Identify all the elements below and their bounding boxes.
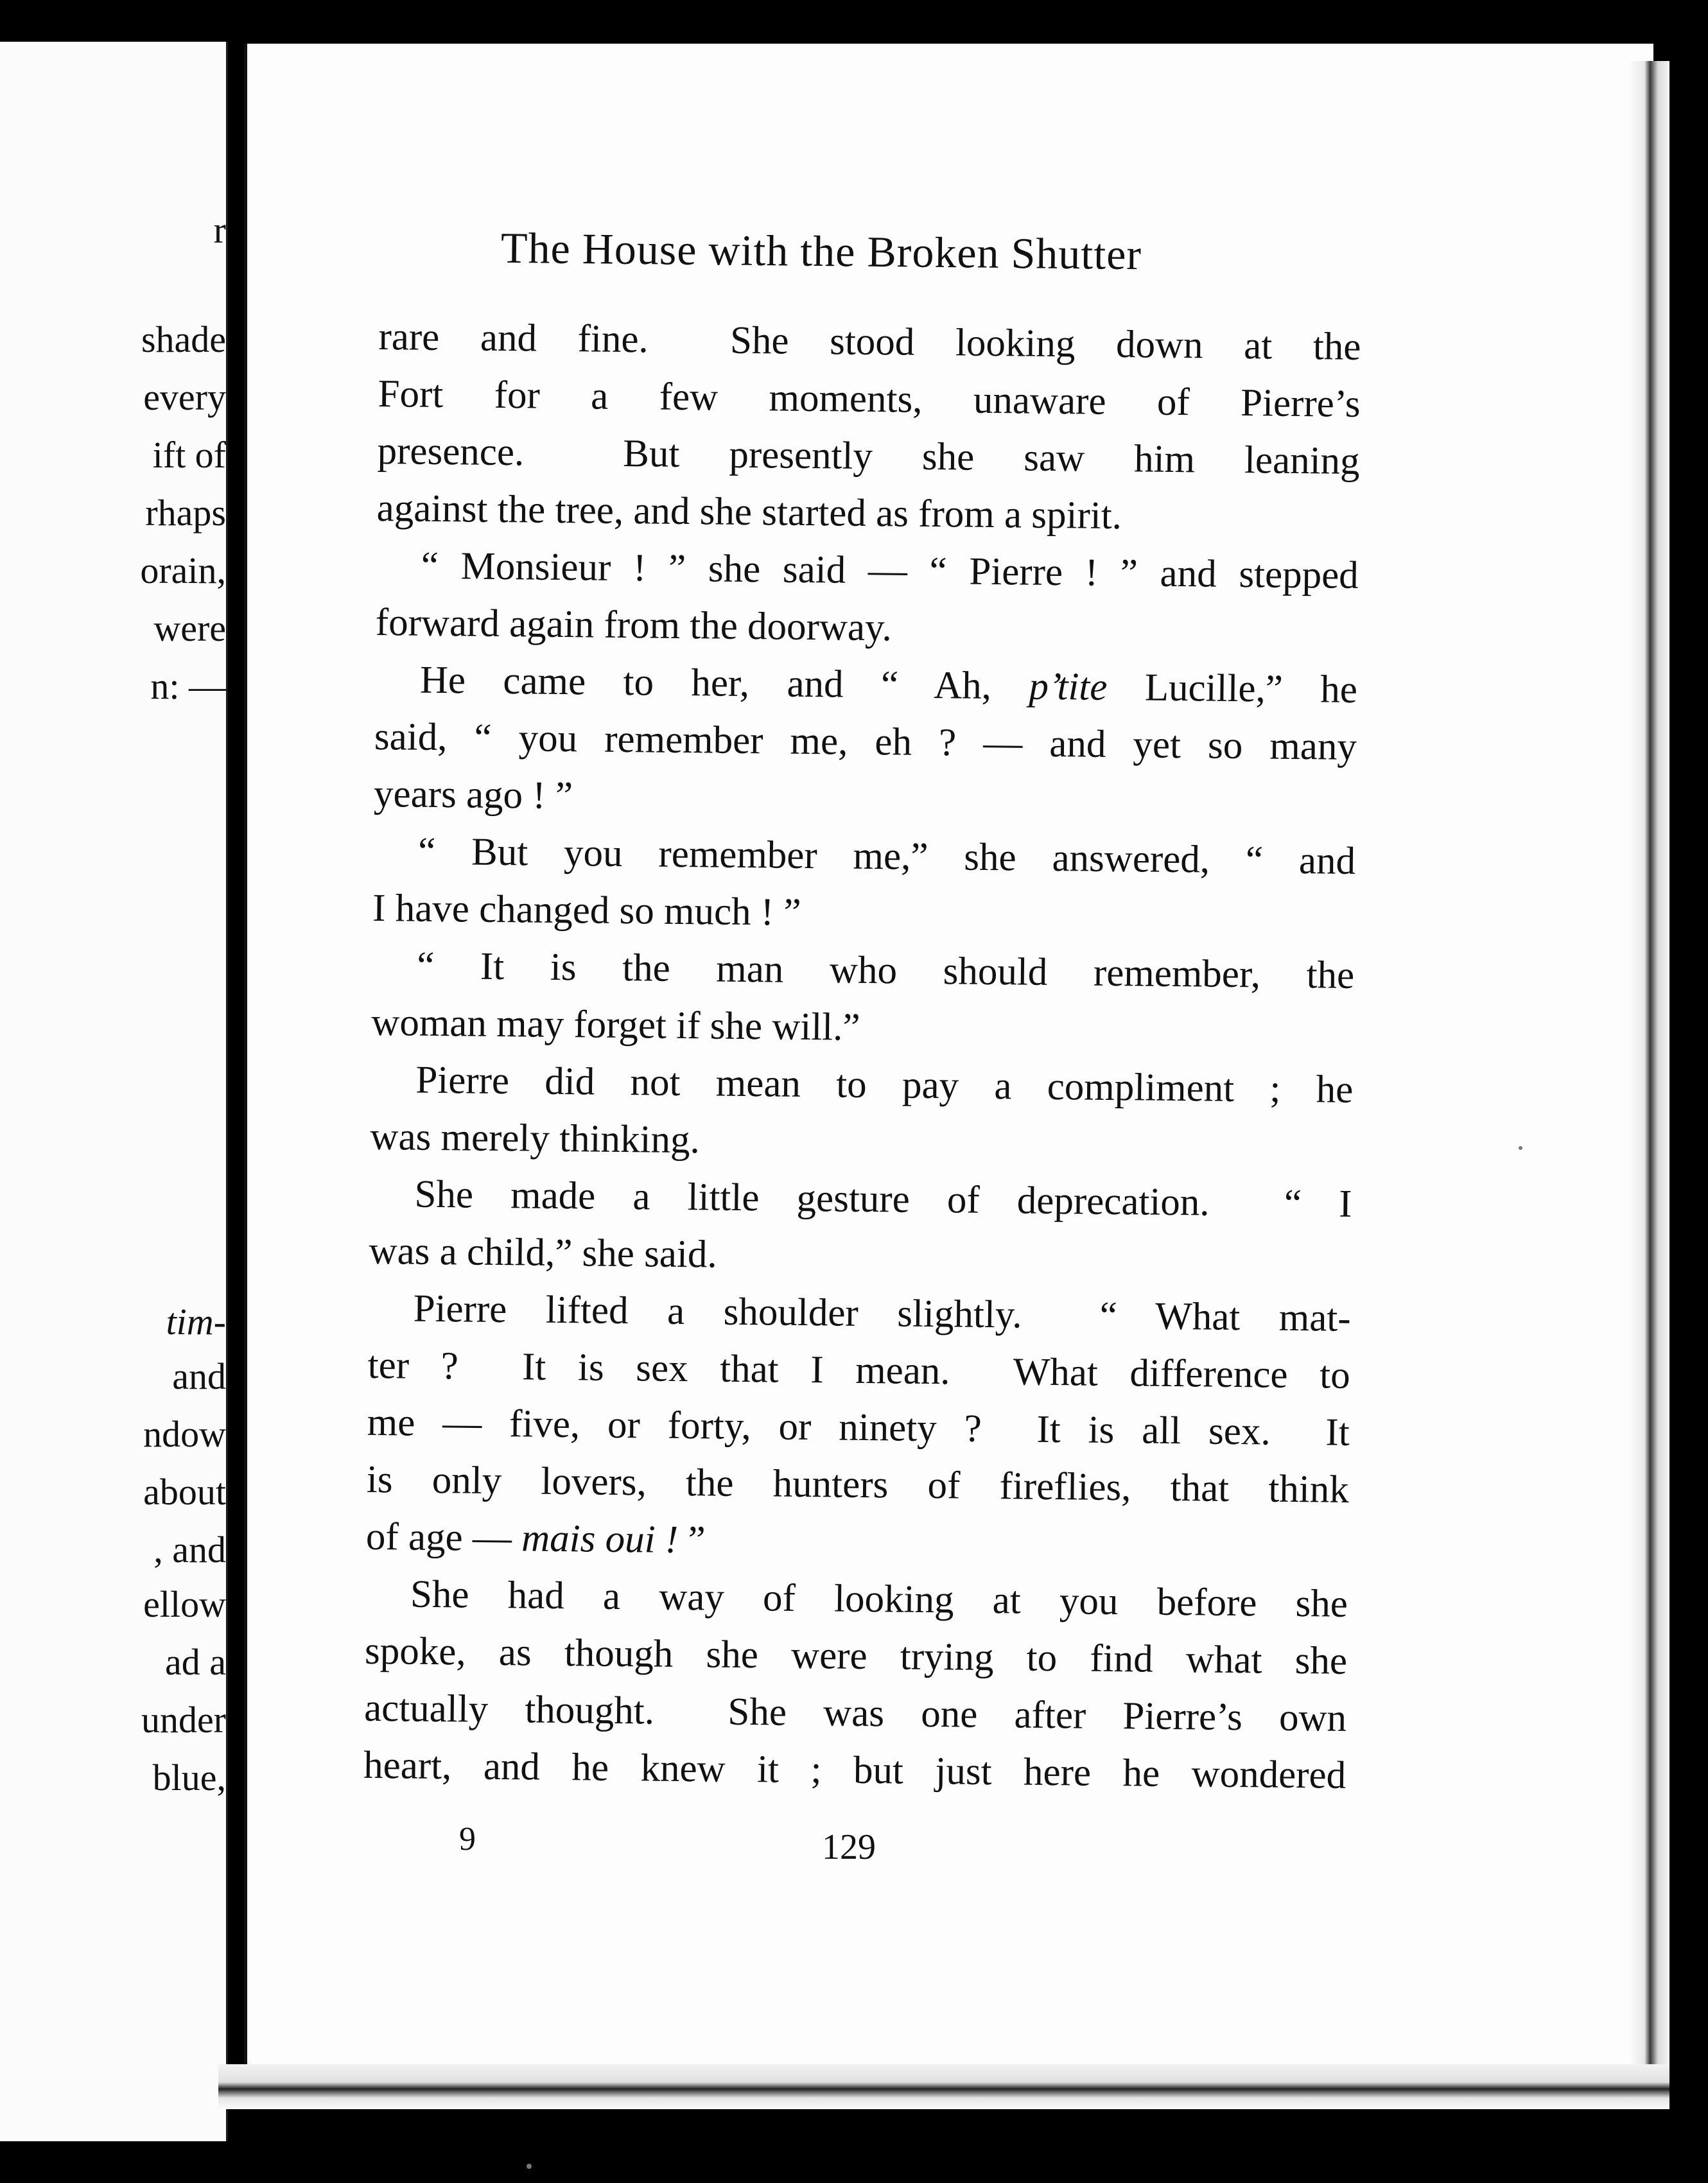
left-page-line: n: — (150, 665, 226, 707)
text-run: She made a little gesture of deprecation. “ I (414, 1172, 1352, 1226)
left-page-line: orain, (140, 550, 226, 591)
body-line (372, 880, 1355, 947)
page-edge-right (1631, 61, 1669, 2064)
left-page-line: and (172, 1355, 226, 1397)
body-line (374, 651, 1357, 718)
body-line (374, 765, 1357, 833)
ink-speck (1519, 1146, 1522, 1150)
left-page-line: tim- (166, 1301, 226, 1343)
running-head: The House with the Broken Shutter (500, 223, 1142, 279)
body-line (367, 1394, 1350, 1461)
body-line (365, 1565, 1348, 1633)
body-line (378, 365, 1361, 433)
ink-speck (527, 2164, 532, 2169)
body-line (375, 594, 1358, 661)
body-line (364, 1680, 1347, 1747)
text-run: He came to her, and “ Ah, (419, 658, 1029, 708)
text-run: Fort for a few moments, unaware of Pierre’s (378, 372, 1361, 426)
text-run: ter ? It is sex that I mean. What difference to (367, 1343, 1351, 1397)
left-page (0, 42, 228, 2141)
signature-mark: 9 (459, 1821, 476, 1857)
body-line (377, 422, 1360, 490)
text-run: against the tree, and she started as from a spirit. (376, 486, 1122, 538)
body-line (370, 1051, 1354, 1118)
body-line (373, 822, 1356, 890)
body-line (365, 1508, 1348, 1576)
text-run: Pierre lifted a shoulder slightly. “ What mat- (413, 1287, 1351, 1340)
left-page-line: ellow (143, 1583, 226, 1625)
text-run: of age — (365, 1515, 522, 1560)
text-run: Pierre did not mean to pay a compliment ; he (415, 1058, 1354, 1111)
left-page-line: ad a (165, 1641, 226, 1683)
page-number: 129 (822, 1827, 876, 1867)
body-line (368, 1280, 1351, 1347)
text-run: She had a way of looking at you before she (410, 1572, 1348, 1626)
left-page-line: under (141, 1699, 226, 1741)
body-text (363, 308, 1361, 1804)
text-run: “ Monsieur ! ” she said — “ Pierre ! ” and stepped (421, 544, 1359, 597)
left-page-line: , and (153, 1529, 226, 1570)
left-page-text (0, 42, 226, 2141)
text-run: woman may forget if she will.” (370, 1000, 860, 1049)
left-page-line: ndow (143, 1413, 226, 1455)
body-line (376, 480, 1359, 547)
body-line (365, 1622, 1348, 1690)
text-run: is only lovers, the hunters of fireflies, that think (366, 1457, 1350, 1511)
text-run: ” (677, 1518, 706, 1562)
body-line (366, 1451, 1349, 1518)
text-run: was merely thinking. (370, 1115, 701, 1162)
text-run: me — five, or forty, or ninety ? It is all sex. It (367, 1400, 1350, 1454)
text-run: years ago ! ” (373, 772, 573, 818)
italic-phrase: mais oui ! (521, 1517, 679, 1561)
text-run: Lucille,” he (1107, 665, 1358, 711)
left-page-line: r (213, 209, 226, 251)
text-run: “ But you remember me,” she answered, “ and (417, 830, 1356, 883)
text-run: said, “ you remember me, eh ? — and yet so many (374, 715, 1357, 769)
text-run: I have changed so much ! ” (372, 886, 801, 934)
body-line (363, 1737, 1346, 1804)
text-run: actually thought. She was one after Pierre’s own (363, 1686, 1347, 1740)
page-edge-bottom (218, 2064, 1669, 2109)
body-line (370, 1108, 1353, 1176)
body-line (371, 994, 1354, 1061)
left-page-line: ift of (152, 434, 226, 476)
left-page-line: rhaps (145, 492, 226, 534)
italic-phrase: p’tite (1029, 665, 1108, 709)
text-run: rare and fine. She stood looking down at the (378, 315, 1361, 369)
body-line (378, 308, 1361, 376)
text-run: heart, and he knew it ; but just here he wondered (363, 1743, 1346, 1797)
body-line (376, 537, 1359, 604)
body-line (372, 937, 1355, 1004)
left-page-line: were (153, 607, 226, 649)
body-line (369, 1222, 1352, 1290)
text-run: “ It is the man who should remember, the (416, 944, 1355, 997)
body-line (374, 708, 1357, 776)
left-page-line: shade (141, 318, 226, 360)
body-line (369, 1165, 1352, 1233)
left-page-line: about (143, 1471, 226, 1513)
body-line (367, 1337, 1350, 1404)
left-page-line: every (143, 376, 226, 418)
left-page-line: blue, (152, 1757, 226, 1798)
text-run: presence. But presently she saw him leaning (377, 429, 1360, 483)
text-run: was a child,” she said. (369, 1229, 718, 1276)
text-run: spoke, as though she were trying to find what she (364, 1629, 1348, 1683)
text-run: forward again from the doorway. (375, 600, 893, 650)
